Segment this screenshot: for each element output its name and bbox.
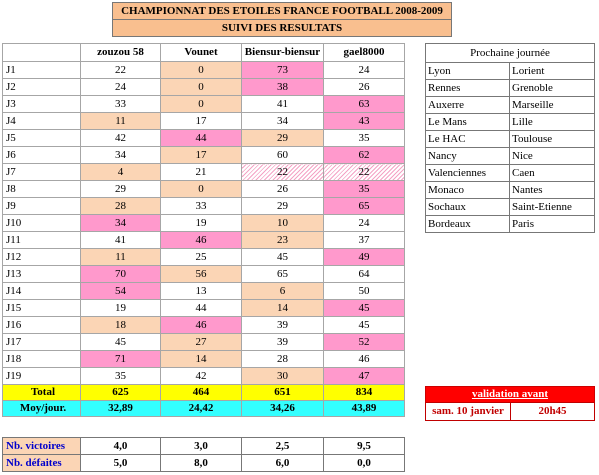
away-team: Paris [510,216,595,233]
score-cell: 46 [161,232,242,249]
header-row [3,44,405,62]
away-team: Saint-Etienne [510,199,595,216]
matchday-label: J2 [3,79,81,96]
fixture-row [426,114,595,131]
stats-row [3,438,405,455]
matchday-label: J17 [3,334,81,351]
score-cell: 62 [324,147,405,164]
average-row [3,401,405,417]
score-cell: 45 [324,317,405,334]
corner-cell [3,44,81,62]
matchday-row [3,317,405,334]
validation-deadline-banner: validation avant [425,386,595,403]
away-team: Caen [510,165,595,182]
score-cell: 28 [242,351,324,368]
matchday-row [3,215,405,232]
fixture-row [426,182,595,199]
score-cell: 34 [81,147,161,164]
stats-label: Nb. défaites [3,455,81,472]
score-cell: 0 [161,96,242,113]
score-cell: 14 [161,351,242,368]
stats-value: 3,0 [161,438,242,455]
score-cell: 22 [242,164,324,181]
score-cell: 56 [161,266,242,283]
matchday-label: J6 [3,147,81,164]
matchday-row [3,164,405,181]
home-team: Auxerre [426,97,510,114]
stats-value: 5,0 [81,455,161,472]
score-cell: 35 [324,181,405,198]
deadline-date: sam. 10 janvier [426,403,511,421]
next-matchday-table [425,43,595,233]
matchday-label: J14 [3,283,81,300]
home-team: Valenciennes [426,165,510,182]
column-header-player: Vounet [161,44,242,62]
score-cell: 39 [242,317,324,334]
score-cell: 42 [161,368,242,385]
matchday-row [3,147,405,164]
score-cell: 29 [242,130,324,147]
matchday-row [3,249,405,266]
matchday-label: J11 [3,232,81,249]
fixture-row [426,97,595,114]
average-row-label: Moy/jour. [3,401,81,417]
matchday-label: J10 [3,215,81,232]
score-cell: 33 [161,198,242,215]
score-cell: 41 [242,96,324,113]
stats-table [2,437,405,472]
score-cell: 33 [81,96,161,113]
score-cell: 44 [161,300,242,317]
matchday-label: J8 [3,181,81,198]
score-cell: 22 [324,164,405,181]
score-cell: 45 [324,300,405,317]
score-cell: 17 [161,113,242,130]
score-cell: 24 [324,62,405,79]
score-cell: 70 [81,266,161,283]
score-cell: 39 [242,334,324,351]
stats-label: Nb. victoires [3,438,81,455]
score-cell: 25 [161,249,242,266]
score-cell: 34 [242,113,324,130]
matchday-label: J12 [3,249,81,266]
matchday-label: J15 [3,300,81,317]
score-cell: 45 [242,249,324,266]
score-cell: 60 [242,147,324,164]
stats-value: 0,0 [324,455,405,472]
average-row-value: 32,89 [81,401,161,417]
total-row [3,385,405,401]
score-cell: 6 [242,283,324,300]
score-cell: 73 [242,62,324,79]
score-cell: 11 [81,249,161,266]
total-row-value: 625 [81,385,161,401]
validation-deadline [425,402,595,421]
score-cell: 46 [324,351,405,368]
fixture-row [426,165,595,182]
score-cell: 26 [324,79,405,96]
away-team: Nantes [510,182,595,199]
away-team: Lille [510,114,595,131]
stats-row [3,455,405,472]
fixture-row [426,199,595,216]
score-cell: 49 [324,249,405,266]
stats-value: 9,5 [324,438,405,455]
score-cell: 65 [324,198,405,215]
deadline-time: 20h45 [511,403,595,421]
matchday-label: J4 [3,113,81,130]
matchday-row [3,368,405,385]
matchday-label: J5 [3,130,81,147]
score-cell: 52 [324,334,405,351]
home-team: Monaco [426,182,510,199]
stats-value: 6,0 [242,455,324,472]
score-cell: 11 [81,113,161,130]
matchday-label: J3 [3,96,81,113]
total-row-value: 651 [242,385,324,401]
score-cell: 10 [242,215,324,232]
matchday-row [3,300,405,317]
home-team: Le HAC [426,131,510,148]
away-team: Marseille [510,97,595,114]
total-row-value: 464 [161,385,242,401]
score-cell: 29 [81,181,161,198]
score-cell: 26 [242,181,324,198]
score-cell: 23 [242,232,324,249]
score-cell: 0 [161,62,242,79]
matchday-label: J1 [3,62,81,79]
matchday-row [3,62,405,79]
score-cell: 41 [81,232,161,249]
home-team: Sochaux [426,199,510,216]
matchday-row [3,232,405,249]
score-cell: 30 [242,368,324,385]
matchday-row [3,130,405,147]
home-team: Bordeaux [426,216,510,233]
score-cell: 64 [324,266,405,283]
score-cell: 45 [81,334,161,351]
score-cell: 27 [161,334,242,351]
fixture-row [426,131,595,148]
score-cell: 34 [81,215,161,232]
score-cell: 54 [81,283,161,300]
score-cell: 19 [81,300,161,317]
next-matchday-heading: Prochaine journée [426,44,595,63]
score-cell: 63 [324,96,405,113]
score-cell: 50 [324,283,405,300]
home-team: Lyon [426,63,510,80]
results-subtitle: SUIVI DES RESULTATS [112,19,452,37]
score-cell: 24 [81,79,161,96]
matchday-row [3,283,405,300]
home-team: Nancy [426,148,510,165]
matchday-row [3,266,405,283]
stats-value: 2,5 [242,438,324,455]
matchday-row [3,96,405,113]
stats-value: 8,0 [161,455,242,472]
score-cell: 18 [81,317,161,334]
score-cell: 28 [81,198,161,215]
total-row-value: 834 [324,385,405,401]
matchday-row [3,198,405,215]
score-cell: 0 [161,79,242,96]
matchday-row [3,181,405,198]
score-cell: 29 [242,198,324,215]
score-cell: 14 [242,300,324,317]
fixture-row [426,216,595,233]
championship-title: CHAMPIONNAT DES ETOILES FRANCE FOOTBALL 2008-2009 [112,2,452,20]
score-cell: 21 [161,164,242,181]
score-cell: 71 [81,351,161,368]
results-table [2,43,405,417]
average-row-value: 34,26 [242,401,324,417]
matchday-label: J19 [3,368,81,385]
fixture-row [426,148,595,165]
score-cell: 35 [324,130,405,147]
score-cell: 22 [81,62,161,79]
home-team: Le Mans [426,114,510,131]
fixture-row [426,80,595,97]
matchday-row [3,334,405,351]
average-row-value: 43,89 [324,401,405,417]
fixture-row [426,63,595,80]
matchday-label: J18 [3,351,81,368]
away-team: Lorient [510,63,595,80]
away-team: Nice [510,148,595,165]
score-cell: 47 [324,368,405,385]
score-cell: 19 [161,215,242,232]
matchday-label: J9 [3,198,81,215]
matchday-row [3,351,405,368]
column-header-player: Biensur-biensur [242,44,324,62]
stats-value: 4,0 [81,438,161,455]
score-cell: 37 [324,232,405,249]
score-cell: 17 [161,147,242,164]
score-cell: 38 [242,79,324,96]
matchday-label: J16 [3,317,81,334]
matchday-label: J7 [3,164,81,181]
score-cell: 35 [81,368,161,385]
score-cell: 44 [161,130,242,147]
matchday-row [3,79,405,96]
home-team: Rennes [426,80,510,97]
score-cell: 13 [161,283,242,300]
score-cell: 0 [161,181,242,198]
matchday-label: J13 [3,266,81,283]
column-header-player: gael8000 [324,44,405,62]
score-cell: 46 [161,317,242,334]
score-cell: 24 [324,215,405,232]
total-row-label: Total [3,385,81,401]
score-cell: 42 [81,130,161,147]
away-team: Toulouse [510,131,595,148]
score-cell: 65 [242,266,324,283]
average-row-value: 24,42 [161,401,242,417]
matchday-row [3,113,405,130]
score-cell: 4 [81,164,161,181]
score-cell: 43 [324,113,405,130]
away-team: Grenoble [510,80,595,97]
column-header-player: zouzou 58 [81,44,161,62]
